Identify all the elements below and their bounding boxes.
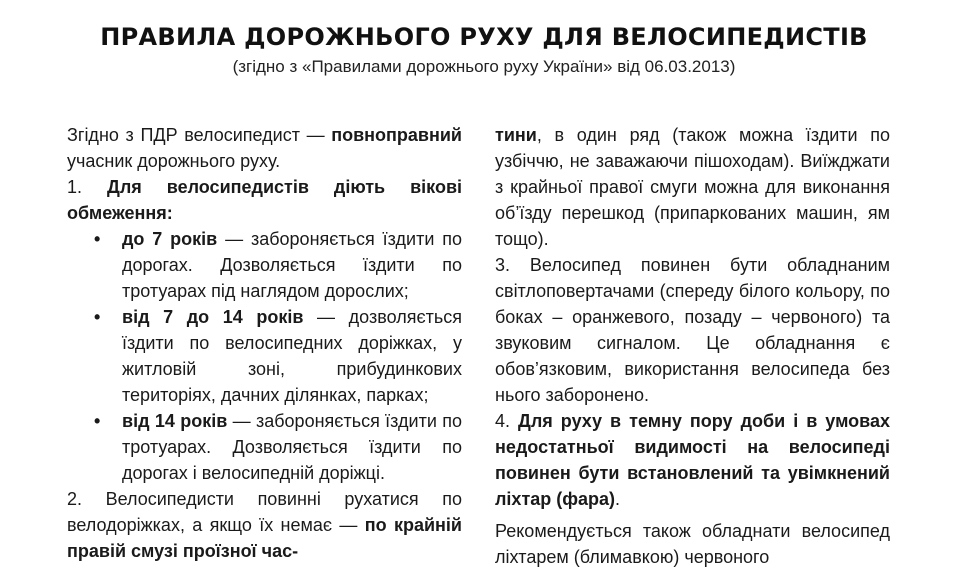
rule-1-heading-text: Для велосипедистів діють вікові обмеження: — [67, 177, 463, 223]
list-item — [67, 304, 462, 408]
page-header — [0, 22, 968, 78]
rule-4-number: 4. — [495, 411, 519, 431]
list-item-text: — забороняється їздити по дорогах. Дозволяється їздити по тротуарах під наглядом дорослих; — [122, 229, 463, 301]
intro-paragraph — [67, 122, 462, 174]
age-restrictions-list — [67, 226, 462, 486]
bullet-icon: • — [94, 307, 101, 327]
list-item-bold: від 14 років — [122, 411, 228, 431]
intro-rest: учасник дорожнього руху. — [67, 151, 281, 171]
page-title: ПРАВИЛА ДОРОЖНЬОГО РУХУ ДЛЯ ВЕЛОСИПЕДИСТІВ — [100, 23, 868, 51]
bullet-icon: • — [94, 229, 101, 249]
page-subtitle: (згідно з «Правилами дорожнього руху України» від 06.03.2013) — [232, 57, 736, 76]
right-column — [495, 122, 890, 570]
recommendation-paragraph: Рекомендується також обладнати велосипед ліхтарем (блимавкою) червоного — [495, 521, 890, 567]
rule-1-number: 1. — [67, 177, 108, 197]
rule-2-continued — [495, 122, 890, 252]
rule-2-bold-start: по крайній правій смузі проїзної час- — [67, 515, 462, 561]
list-item — [67, 226, 462, 304]
intro-bold: повноправний — [331, 125, 462, 145]
rule-2-rest: , в один ряд (також можна їздити по узбіччю, не заважаючи пішоходам). Виїжджати з крайньої правої смуги можна для виконання об’їзду перешкод (припаркованих машин, ям тощо). — [495, 125, 890, 249]
list-item-bold: від 7 до 14 років — [122, 307, 304, 327]
rule-4-bold: Для руху в темну пору доби і в умовах недостатньої видимості на велосипеді повинен бути встановлений та увімкнений ліхтар (фара) — [495, 411, 890, 509]
rule-4-paragraph — [495, 408, 890, 512]
list-item-text: — забороняється їздити по тротуарах. Дозволяється їздити по дорогах і велосипедній доріжці. — [122, 411, 462, 483]
rule-2-plain: 2. Велосипедисти повинні рухатися по велодоріжках, а якщо їх немає — — [67, 489, 462, 535]
bullet-icon: • — [94, 411, 101, 431]
left-column — [67, 122, 462, 564]
list-item — [67, 408, 462, 486]
list-item-text: — дозволяється їздити по велосипедних доріжках, у житловій зоні, прибудинкових територіях, дачних ділянках, парках; — [122, 307, 462, 405]
rule-3-paragraph: 3. Велосипед повинен бути обладнаним світлоповертачами (спереду білого кольору, по боках – оранжевого, позаду – червоного) та звуковим сигналом. Це обладнання є обов’язковим, використання велосипеда без нього заборонено. — [495, 255, 890, 405]
rule-2-paragraph — [67, 486, 462, 564]
rule-1-heading — [67, 174, 462, 226]
rule-2-bold-end: тини — [495, 125, 537, 145]
intro-plain: Згідно з ПДР велосипедист — — [67, 125, 332, 145]
rule-4-end: . — [615, 489, 621, 509]
list-item-bold: до 7 років — [122, 229, 218, 249]
